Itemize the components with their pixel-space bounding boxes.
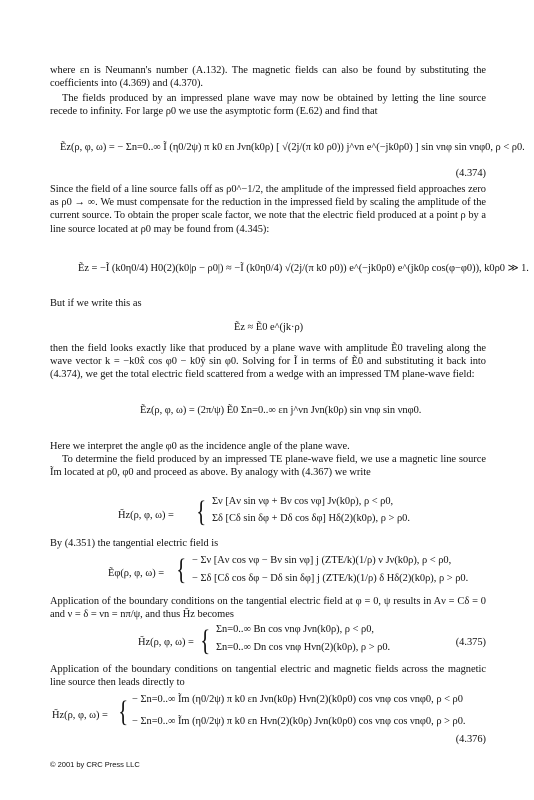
paragraph-6: Here we interpret the angle φ0 as the incidence angle of the plane wave. bbox=[50, 441, 350, 452]
paragraph-8: By (4.351) the tangential electric field is bbox=[50, 538, 219, 549]
equation-4375-lhs: H̃z(ρ, φ, ω) = bbox=[138, 637, 194, 648]
equation-line-source-field: Ẽz = −Ĩ (k0η0/4) H0(2)(k0|ρ − ρ0|) ≈ −Ĩ (k0η0/4) √(2j/(π k0 ρ0)) e^(−jk0ρ0) e^(jk0ρ cos(φ−φ0)), k0ρ0 ≫ 1. bbox=[78, 263, 529, 274]
equation-number-4374: (4.374) bbox=[455, 168, 486, 179]
equation-number-4375: (4.375) bbox=[455, 637, 486, 648]
brace-hz: { bbox=[196, 495, 207, 528]
equation-number-4376: (4.376) bbox=[455, 734, 486, 745]
paragraph-4: But if we write this as bbox=[50, 298, 142, 309]
paragraph-10: Application of the boundary conditions on tangential electric and magnetic fields across the magnetic line source then leads directly to bbox=[50, 664, 486, 689]
equation-hz-lhs: H̃z(ρ, φ, ω) = bbox=[118, 510, 174, 521]
brace-4376: { bbox=[118, 695, 129, 728]
equation-hz-case2: Σδ [Cδ sin δφ + Dδ cos δφ] Hδ(2)(k0ρ), ρ > ρ0. bbox=[212, 513, 410, 524]
paragraph-2: The fields produced by an impressed plane wave may now be obtained by letting the line source recede to infinity. For large ρ0 we use the asymptotic form (E.62) and find that bbox=[50, 93, 486, 118]
equation-hz-case1: Σν [Aν sin νφ + Bν cos νφ] Jν(k0ρ), ρ < ρ0, bbox=[212, 496, 394, 507]
copyright-footer: © 2001 by CRC Press LLC bbox=[50, 760, 140, 769]
equation-ephi-lhs: Ẽφ(ρ, φ, ω) = bbox=[108, 568, 165, 579]
brace-ephi: { bbox=[176, 553, 187, 586]
paragraph-7: To determine the field produced by an impressed TE plane-wave field, we use a magnetic line source Ĩm located at ρ0, φ0 and proceed as above. By analogy with (4.367) we write bbox=[50, 454, 486, 479]
equation-4376-case1: − Σn=0..∞ Ĩm (η0/2ψ) π k0 εn Jνn(k0ρ) Hνn(2)(k0ρ0) cos νnφ cos νnφ0, ρ < ρ0 bbox=[132, 694, 463, 705]
paragraph-5: then the field looks exactly like that produced by a plane wave with amplitude Ẽ0 traveling along the wave vector k = −k0x̂ cos φ0 − k0ŷ sin φ0. Solving for Ĩ in terms of Ẽ0 and substituting it back into (4.374), we get the total electric field scattered from a wedge with an impressed TM plane-wave field: bbox=[50, 343, 486, 381]
equation-4375-case2: Σn=0..∞ Dn cos νnφ Hνn(2)(k0ρ), ρ > ρ0. bbox=[216, 642, 391, 653]
equation-ephi-case2: − Σδ [Cδ cos δφ − Dδ sin δφ] j (ZTE/k)(1/ρ) δ Hδ(2)(k0ρ), ρ > ρ0. bbox=[192, 573, 469, 584]
equation-ephi-case1: − Σν [Aν cos νφ − Bν sin νφ] j (ZTE/k)(1/ρ) ν Jν(k0ρ), ρ < ρ0, bbox=[192, 555, 452, 566]
paragraph-1: where εn is Neumann's number (A.132). The magnetic fields can also be found by substituting the coefficients into (4.369) and (4.370). bbox=[50, 65, 486, 90]
equation-4374: Ẽz(ρ, φ, ω) = − Σn=0..∞ Ĩ (η0/2ψ) π k0 εn Jνn(k0ρ) [ √(2j/(π k0 ρ0)) j^νn e^(−jk0ρ0) ] sin νnφ sin νnφ0, ρ < ρ0. bbox=[60, 142, 525, 153]
equation-tm-field: Ẽz(ρ, φ, ω) = (2π/ψ) Ẽ0 Σn=0..∞ εn j^νn Jνn(k0ρ) sin νnφ sin νnφ0. bbox=[140, 405, 422, 416]
equation-4375-case1: Σn=0..∞ Bn cos νnφ Jνn(k0ρ), ρ < ρ0, bbox=[216, 624, 375, 635]
equation-4376-lhs: H̃z(ρ, φ, ω) = bbox=[52, 710, 108, 721]
equation-plane-wave: Ẽz ≈ Ẽ0 e^(jk·ρ) bbox=[234, 322, 304, 333]
brace-4375: { bbox=[200, 624, 211, 657]
paragraph-3: Since the field of a line source falls off as ρ0^−1/2, the amplitude of the impressed field approaches zero as ρ0 → ∞. We must compensate for the reduction in the impressed field by scaling the amplitude of the current source. To obtain the proper scale factor, we note that the electric field produced at a point ρ by a line source located at ρ0 may be found from (4.345): bbox=[50, 184, 486, 235]
equation-4376-case2: − Σn=0..∞ Ĩm (η0/2ψ) π k0 εn Hνn(2)(k0ρ) Jνn(k0ρ0) cos νnφ cos νnφ0, ρ > ρ0. bbox=[132, 716, 466, 727]
paragraph-9: Application of the boundary conditions on the tangential electric field at φ = 0, ψ results in Aν = Cδ = 0 and ν = δ = νn = nπ/ψ, and thus H̃z becomes bbox=[50, 596, 486, 621]
